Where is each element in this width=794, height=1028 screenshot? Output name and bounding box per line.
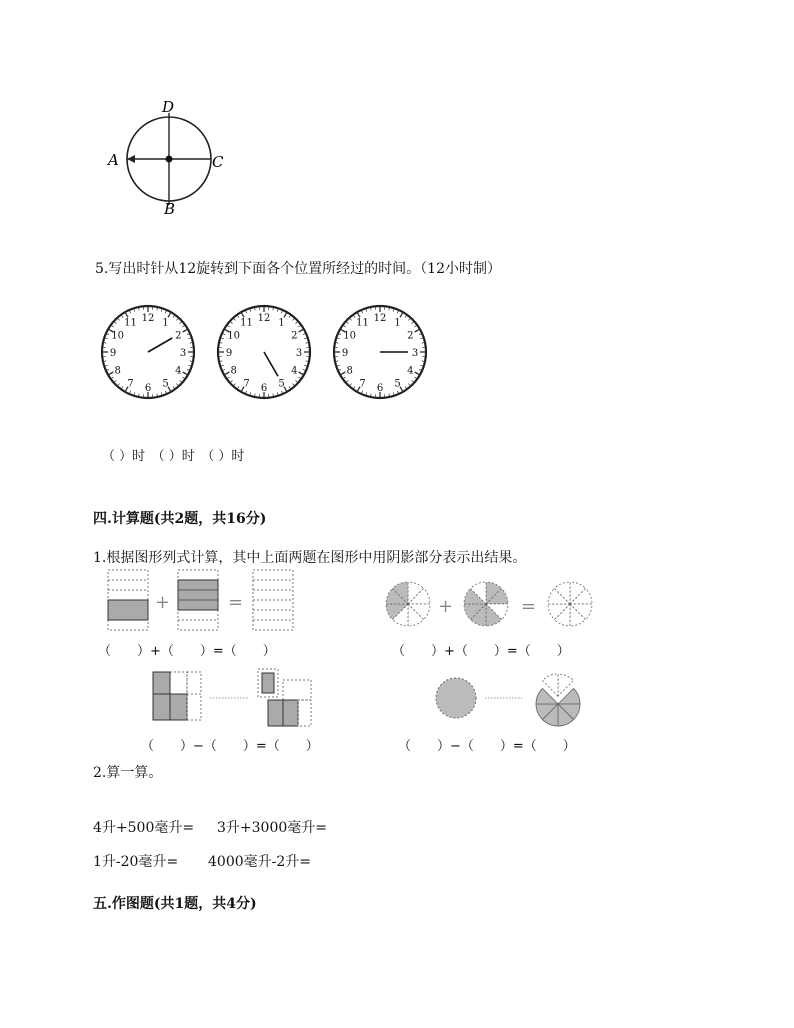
- circle-fraction-figure: [380, 578, 600, 634]
- label-c: C: [212, 153, 224, 171]
- clock-number: 7: [243, 378, 250, 390]
- clock-number: 8: [346, 365, 353, 377]
- clock-number: 8: [114, 365, 121, 377]
- clock-number: 1: [278, 317, 285, 329]
- row2-right-equation: （ ）−（ ）=（ ）: [398, 739, 576, 754]
- hour-hand: [264, 352, 278, 376]
- clock-number: 9: [225, 348, 233, 359]
- circle-diagram: [100, 95, 230, 220]
- clock-number: 1: [162, 317, 169, 329]
- section-5-title: 五.作图题(共1题，共4分): [93, 896, 257, 912]
- clock-answers: （ ）时 （ ）时 （ ）时: [102, 449, 245, 464]
- row1-left-equation: （ ）+（ ）=（ ）: [98, 644, 276, 659]
- clock-number: 10: [343, 330, 357, 342]
- calc-2b: 4000毫升-2升=: [208, 854, 311, 870]
- clock-number: 9: [109, 348, 117, 359]
- clock-1: [98, 302, 198, 402]
- row1-right-equation: （ ）+（ ）=（ ）: [392, 644, 570, 659]
- clock-number: 5: [394, 378, 401, 390]
- clock-number: 6: [376, 383, 384, 394]
- section-4-title: 四.计算题(共2题，共16分): [93, 511, 267, 527]
- question-5: 5.写出时针从12旋转到下面各个位置所经过的时间。（12小时制）: [95, 261, 501, 277]
- clock-number: 11: [356, 317, 369, 329]
- clock-number: 12: [141, 313, 155, 324]
- clock-number: 1: [394, 317, 401, 329]
- label-d: D: [162, 98, 175, 116]
- question-1: 1.根据图形列式计算，其中上面两题在图形中用阴影部分表示出结果。: [93, 550, 527, 566]
- clock-number: 2: [291, 330, 298, 342]
- clock-number: 11: [240, 317, 253, 329]
- clock-number: 5: [278, 378, 285, 390]
- clock-2: [214, 302, 314, 402]
- question-2: 2.算一算。: [93, 765, 163, 781]
- square-subtraction-figure: [150, 668, 320, 730]
- clock-3: [330, 302, 430, 402]
- clock-number: 2: [407, 330, 414, 342]
- calc-2a: 1升-20毫升=: [93, 854, 179, 870]
- clock-number: 4: [291, 365, 298, 377]
- clock-number: 10: [111, 330, 125, 342]
- clock-number: 11: [124, 317, 137, 329]
- clock-number: 12: [373, 313, 387, 324]
- clock-number: 8: [230, 365, 237, 377]
- clock-number: 7: [359, 378, 366, 390]
- circle-subtraction-figure: [430, 670, 590, 732]
- rect-fraction-figure: [100, 568, 310, 640]
- calc-1a: 4升+500毫升=: [93, 820, 195, 836]
- calc-1b: 3升+3000毫升=: [217, 820, 327, 836]
- clock-number: 7: [127, 378, 134, 390]
- equals-sign: =: [228, 592, 244, 613]
- plus-sign-2: +: [438, 596, 454, 617]
- hour-hand: [148, 338, 172, 352]
- label-a: A: [108, 151, 119, 169]
- equals-sign-2: =: [521, 596, 537, 617]
- clock-number: 9: [341, 348, 349, 359]
- label-b: B: [164, 200, 176, 218]
- clock-number: 12: [257, 313, 271, 324]
- clock-number: 4: [407, 365, 414, 377]
- clock-number: 3: [179, 348, 187, 359]
- row2-left-equation: （ ）−（ ）=（ ）: [141, 739, 319, 754]
- plus-sign: +: [155, 592, 171, 613]
- clock-number: 3: [295, 348, 303, 359]
- clock-number: 3: [411, 348, 419, 359]
- clock-number: 5: [162, 378, 169, 390]
- clock-number: 10: [227, 330, 241, 342]
- clock-number: 6: [144, 383, 152, 394]
- clock-number: 2: [175, 330, 182, 342]
- clock-number: 4: [175, 365, 182, 377]
- clock-number: 6: [260, 383, 268, 394]
